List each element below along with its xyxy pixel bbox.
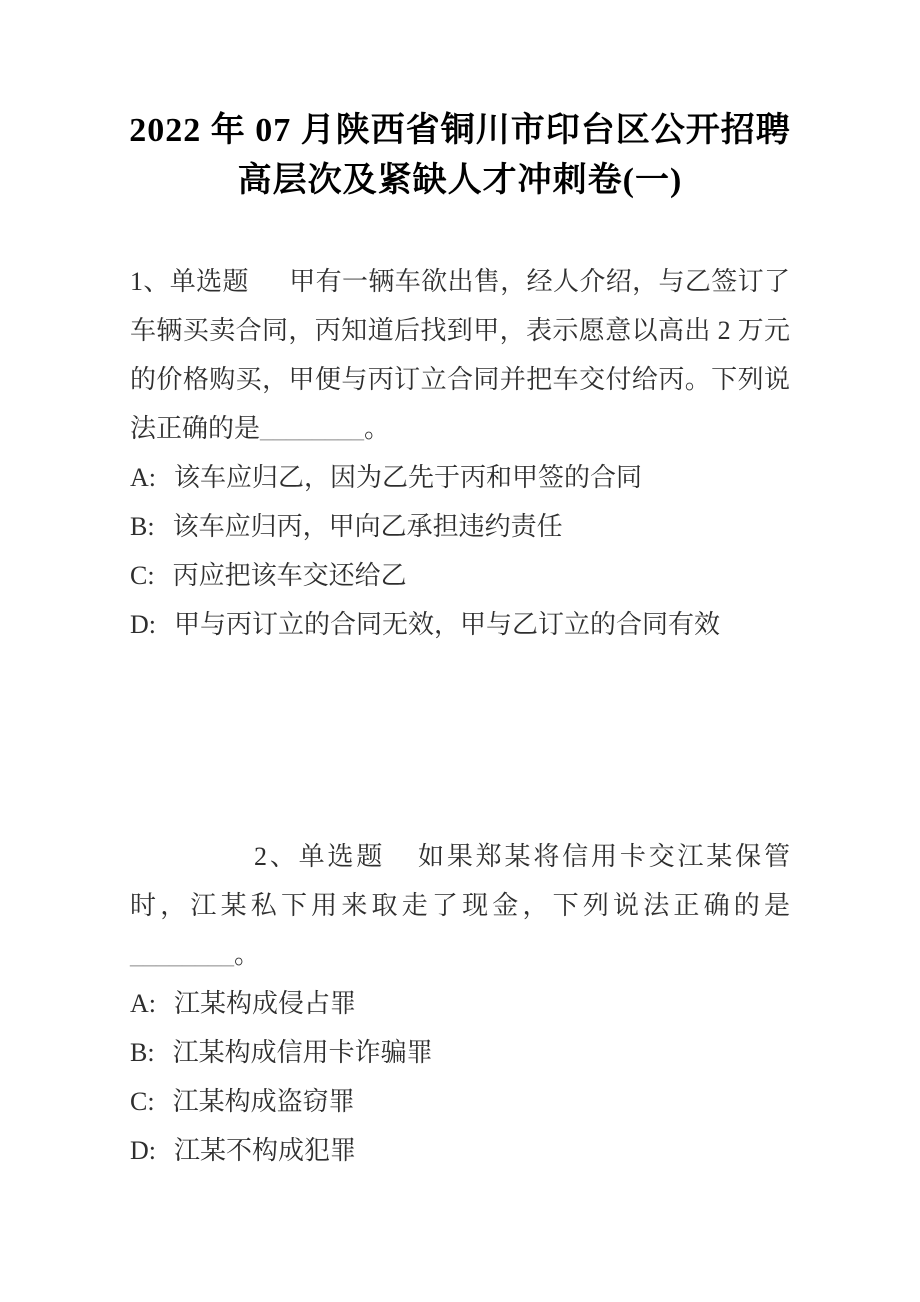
question-2-option-c [130, 1077, 790, 1126]
option-d-text: 江某不构成犯罪 [174, 1136, 357, 1165]
question-1-option-b [130, 502, 790, 551]
question-2-stem [130, 832, 790, 979]
option-d-text: 甲与丙订立的合同无效，甲与乙订立的合同有效 [174, 610, 721, 639]
question-2-answer-blank: ________ [130, 940, 234, 969]
question-2-stem-period: 。 [234, 940, 261, 969]
option-b-label: B: [130, 1038, 155, 1067]
title-line-2: 高层次及紧缺人才冲刺卷(一) [237, 162, 683, 199]
question-2-option-b [130, 1028, 790, 1077]
option-a-label: A: [130, 463, 156, 492]
question-1-number: 1、 [130, 267, 170, 296]
question-2-stem-text: 如果郑某将信用卡交江某保管时，江某私下用来取走了现金，下列说法正确的是 [130, 842, 790, 920]
question-1-stem-text: 甲有一辆车欲出售，经人介绍，与乙签订了车辆买卖合同，丙知道后找到甲，表示愿意以高出 2 万元的价格购买，甲便与丙订立合同并把车交付给丙。下列说法正确的是 [130, 267, 790, 443]
option-d-label: D: [130, 610, 156, 639]
option-a-text: 江某构成侵占罪 [174, 989, 357, 1018]
question-1-option-d [130, 600, 790, 649]
option-c-label: C: [130, 561, 155, 590]
page-title [0, 106, 920, 206]
option-b-text: 江某构成信用卡诈骗罪 [172, 1038, 433, 1067]
question-2-option-a [130, 979, 790, 1028]
question-1 [130, 257, 790, 649]
question-1-option-a [130, 453, 790, 502]
question-2-type-label: 单选题 [298, 842, 386, 871]
question-1-option-c [130, 551, 790, 600]
question-2 [130, 832, 790, 1175]
option-d-label: D: [130, 1136, 156, 1165]
option-b-label: B: [130, 512, 155, 541]
question-2-option-d [130, 1126, 790, 1175]
question-2-number: 2、 [254, 842, 299, 871]
title-line-1: 2022 年 07 月陕西省铜川市印台区公开招聘 [129, 112, 791, 149]
question-1-stem [130, 257, 790, 453]
option-c-label: C: [130, 1087, 155, 1116]
question-1-stem-period: 。 [364, 414, 391, 443]
option-a-label: A: [130, 989, 156, 1018]
option-c-text: 江某构成盗窃罪 [172, 1087, 355, 1116]
question-1-type-label: 单选题 [169, 267, 249, 296]
question-1-answer-blank: ________ [260, 414, 365, 443]
option-b-text: 该车应归丙，甲向乙承担违约责任 [172, 512, 563, 541]
option-a-text: 该车应归乙，因为乙先于丙和甲签的合同 [174, 463, 643, 492]
option-c-text: 丙应把该车交还给乙 [172, 561, 407, 590]
